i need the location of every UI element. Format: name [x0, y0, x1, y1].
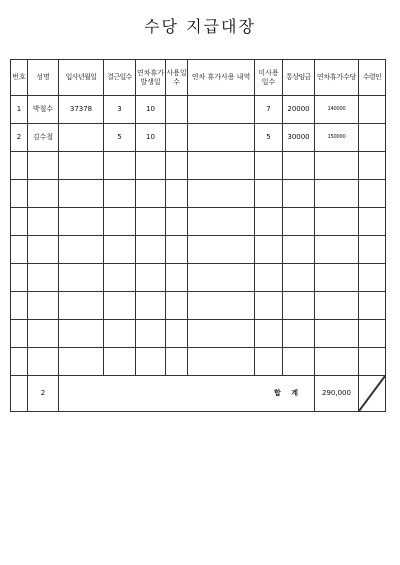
- total-count: 2: [28, 376, 59, 412]
- empty-cell: [59, 292, 104, 320]
- table-row: [11, 96, 386, 124]
- empty-cell: [283, 348, 315, 376]
- row-wage: 20000: [283, 96, 315, 124]
- empty-cell: [255, 236, 283, 264]
- empty-cell: [136, 208, 166, 236]
- empty-cell: [315, 264, 359, 292]
- empty-cell: [255, 292, 283, 320]
- row-leave-days: 10: [136, 124, 166, 152]
- empty-cell: [104, 208, 136, 236]
- empty-cell: [28, 236, 59, 264]
- empty-cell: [255, 208, 283, 236]
- empty-cell: [136, 180, 166, 208]
- empty-cell: [59, 236, 104, 264]
- row-used-days: [166, 124, 188, 152]
- empty-cell: [166, 208, 188, 236]
- row-leave-days: 10: [136, 96, 166, 124]
- empty-cell: [315, 180, 359, 208]
- empty-cell: [359, 348, 386, 376]
- row-absent-days: 3: [104, 96, 136, 124]
- allowance-ledger: [10, 59, 385, 411]
- empty-cell: [28, 180, 59, 208]
- empty-cell: [315, 348, 359, 376]
- empty-cell: [11, 180, 28, 208]
- empty-cell: [188, 152, 255, 180]
- row-name: 김수철: [28, 124, 59, 152]
- empty-cell: [59, 264, 104, 292]
- empty-cell: [28, 152, 59, 180]
- empty-cell: [104, 292, 136, 320]
- empty-cell: [255, 320, 283, 348]
- empty-row: [11, 208, 386, 236]
- empty-row: [11, 264, 386, 292]
- empty-cell: [166, 180, 188, 208]
- empty-cell: [283, 180, 315, 208]
- empty-cell: [11, 348, 28, 376]
- row-allowance: 140000: [315, 96, 359, 124]
- empty-cell: [136, 320, 166, 348]
- empty-cell: [255, 264, 283, 292]
- header-hire-date-label: 입사년월일: [65, 73, 97, 81]
- empty-cell: [166, 320, 188, 348]
- empty-cell: [255, 180, 283, 208]
- empty-cell: [188, 236, 255, 264]
- empty-cell: [315, 152, 359, 180]
- empty-cell: [166, 236, 188, 264]
- empty-row: [11, 348, 386, 376]
- empty-cell: [359, 152, 386, 180]
- empty-cell: [136, 152, 166, 180]
- header-usage-detail: 연차 휴가사용 내역: [188, 60, 255, 96]
- diagonal-strike: [359, 376, 385, 411]
- header-name: 성명: [28, 60, 59, 96]
- empty-row: [11, 320, 386, 348]
- empty-cell: [315, 320, 359, 348]
- empty-row: [11, 292, 386, 320]
- empty-cell: [104, 236, 136, 264]
- empty-cell: [104, 320, 136, 348]
- header-used-days: 사용일수: [166, 60, 188, 96]
- empty-cell: [359, 208, 386, 236]
- empty-cell: [166, 348, 188, 376]
- empty-cell: [166, 264, 188, 292]
- header-no: 번호: [11, 60, 28, 96]
- header-receiver: [359, 60, 386, 96]
- empty-cell: [315, 236, 359, 264]
- empty-cell: [28, 208, 59, 236]
- row-no: 2: [11, 124, 28, 152]
- empty-cell: [283, 320, 315, 348]
- empty-cell: [188, 292, 255, 320]
- row-receiver: [359, 96, 386, 124]
- header-hire-date: [59, 60, 104, 96]
- empty-cell: [283, 236, 315, 264]
- row-usage-detail: [188, 124, 255, 152]
- ledger-table: [10, 59, 386, 412]
- header-receiver-label: 수령인: [362, 73, 382, 81]
- empty-cell: [11, 292, 28, 320]
- row-unused-days: 7: [255, 96, 283, 124]
- row-hire-date: 37378: [59, 96, 104, 124]
- table-row: [11, 124, 386, 152]
- empty-cell: [166, 292, 188, 320]
- empty-cell: [136, 236, 166, 264]
- empty-cell: [28, 264, 59, 292]
- empty-cell: [11, 152, 28, 180]
- document-title: 수당 지급대장: [144, 17, 256, 36]
- row-used-days: [166, 96, 188, 124]
- empty-cell: [359, 236, 386, 264]
- empty-cell: [136, 292, 166, 320]
- empty-cell: [188, 320, 255, 348]
- row-allowance: 150000: [315, 124, 359, 152]
- empty-cell: [315, 208, 359, 236]
- empty-cell: [255, 348, 283, 376]
- row-name: 박철수: [28, 96, 59, 124]
- header-unused-days: 미사용일수: [255, 60, 283, 96]
- empty-cell: [255, 152, 283, 180]
- row-no: 1: [11, 96, 28, 124]
- empty-row: [11, 180, 386, 208]
- empty-row: [11, 236, 386, 264]
- empty-cell: [359, 264, 386, 292]
- total-no-cell: [11, 376, 28, 412]
- empty-cell: [283, 152, 315, 180]
- empty-cell: [11, 208, 28, 236]
- empty-cell: [104, 264, 136, 292]
- empty-cell: [59, 152, 104, 180]
- empty-cell: [11, 264, 28, 292]
- header-leave-days: 연차휴가발생일: [136, 60, 166, 96]
- empty-cell: [166, 152, 188, 180]
- total-row: [11, 376, 386, 412]
- empty-row: [11, 152, 386, 180]
- header-row: [11, 60, 386, 96]
- empty-cell: [59, 320, 104, 348]
- receiver-strike-cell: [359, 376, 386, 412]
- row-usage-detail: [188, 96, 255, 124]
- row-wage: 30000: [283, 124, 315, 152]
- empty-cell: [28, 348, 59, 376]
- empty-cell: [188, 180, 255, 208]
- row-receiver: [359, 124, 386, 152]
- empty-cell: [104, 152, 136, 180]
- empty-cell: [283, 264, 315, 292]
- empty-cell: [28, 320, 59, 348]
- empty-cell: [283, 292, 315, 320]
- header-allowance: 연차휴가수당: [315, 60, 359, 96]
- row-unused-days: 5: [255, 124, 283, 152]
- header-absent-days: [104, 60, 136, 96]
- row-absent-days: 5: [104, 124, 136, 152]
- empty-cell: [104, 348, 136, 376]
- empty-cell: [359, 292, 386, 320]
- empty-cell: [359, 320, 386, 348]
- empty-cell: [11, 236, 28, 264]
- header-wage: [283, 60, 315, 96]
- empty-cell: [188, 348, 255, 376]
- empty-cell: [59, 208, 104, 236]
- empty-cell: [359, 180, 386, 208]
- empty-cell: [11, 320, 28, 348]
- row-hire-date: [59, 124, 104, 152]
- empty-cell: [315, 292, 359, 320]
- total-label: 합 계: [59, 376, 315, 412]
- empty-cell: [104, 180, 136, 208]
- empty-cell: [136, 348, 166, 376]
- empty-cell: [28, 292, 59, 320]
- empty-cell: [136, 264, 166, 292]
- header-wage-label: 통상임금: [286, 73, 311, 81]
- header-absent-days-label: 결근일수: [107, 73, 132, 81]
- empty-cell: [188, 208, 255, 236]
- empty-cell: [188, 264, 255, 292]
- empty-cell: [59, 180, 104, 208]
- total-amount: 290,000: [315, 376, 359, 412]
- empty-cell: [283, 208, 315, 236]
- empty-cell: [59, 348, 104, 376]
